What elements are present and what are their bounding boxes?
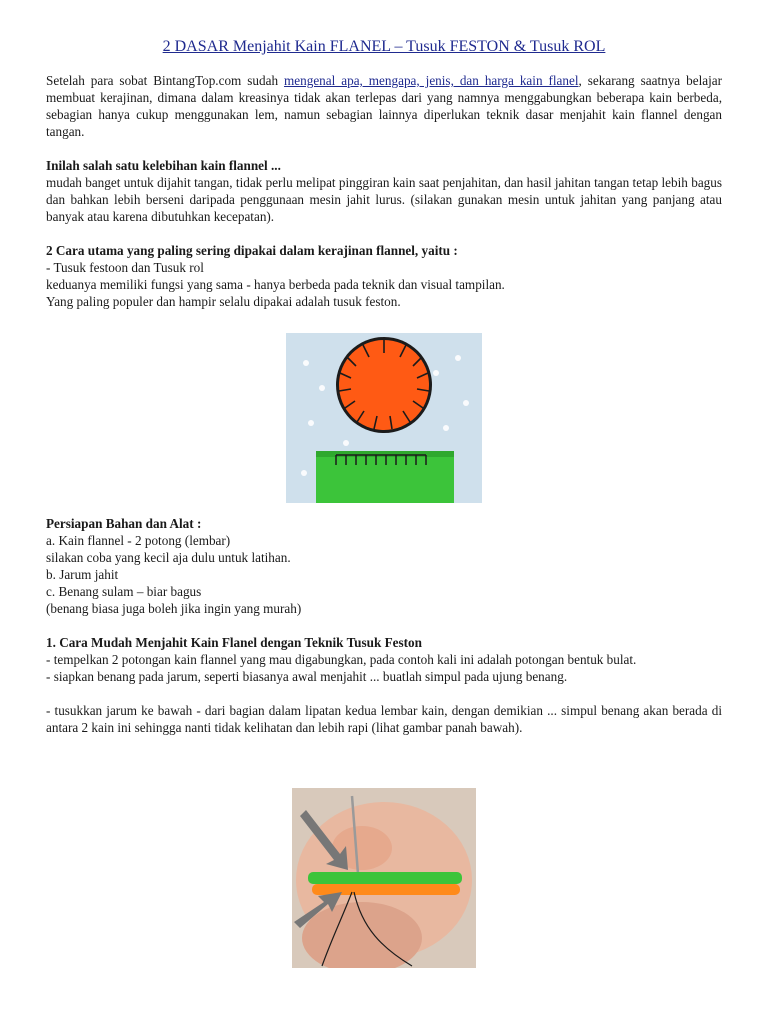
document-title: 2 DASAR Menjahit Kain FLANEL – Tusuk FESTON & Tusuk ROL (162, 38, 606, 55)
cara-line-2: keduanya memiliki fungsi yang sama - hanya berbeda pada teknik dan visual tampilan. (46, 277, 505, 292)
cara-line-1: - Tusuk festoon dan Tusuk rol (46, 260, 204, 275)
persiapan-line-4: c. Benang sulam – biar bagus (46, 584, 202, 599)
feston-step-1: - tempelkan 2 potongan kain flannel yang mau digabungkan, pada contoh kali ini adalah potongan bentuk bulat. (46, 652, 637, 667)
persiapan-heading: Persiapan Bahan dan Alat : (46, 516, 202, 531)
intro-paragraph (46, 72, 722, 140)
persiapan-line-5: (benang biasa juga boleh jika ingin yang murah) (46, 601, 302, 616)
kelebihan-text: mudah banget untuk dijahit tangan, tidak perlu melipat pinggiran kain saat penjahitan, dan hasil jahitan tangan tetap lebih bagus dan bahkan lebih berseni daripada penggunaan mesin jahit lurus. (silakan gunakan mesin untuk jahitan yang panjang atau banyak atau karena dibutuhkan kecepatan). (46, 175, 722, 224)
persiapan-line-3: b. Jarum jahit (46, 567, 119, 582)
intro-text-start: Setelah para sobat BintangTop.com sudah (46, 73, 285, 88)
feston-step-3: - tusukkan jarum ke bawah - dari bagian dalam lipatan kedua lembar kain, dengan demikian ... simpul benang akan berada di antara 2 kain ini sehingga nanti tidak kelihatan dan lebih rapi (lihat gambar panah bawah). (46, 703, 722, 735)
feston-heading: 1. Cara Mudah Menjahit Kain Flanel dengan Teknik Tusuk Feston (46, 635, 422, 650)
kelebihan-heading: Inilah salah satu kelebihan kain flannel ... (46, 158, 281, 173)
intro-text-end: , sekarang saatnya belajar membuat kerajinan, dimana dalam kreasinya tidak akan terlepas dari yang namnya menggabungkan beberapa kain berbeda, sebagian hanya cukup menggunakan lem, namun sebagian lainnya diperlukan teknik dasar menjahit kain flannel dengan tangan. (46, 73, 722, 139)
cara-line-3: Yang paling populer dan hampir selalu dipakai adalah tusuk feston. (46, 294, 401, 309)
feston-step-2: - siapkan benang pada jarum, seperti biasanya awal menjahit ... buatlah simpul pada ujung benang. (46, 669, 568, 684)
persiapan-line-2: silakan coba yang kecil aja dulu untuk latihan. (46, 550, 291, 565)
intro-link[interactable]: mengenal apa, mengapa, jenis, dan harga kain flanel (284, 73, 579, 88)
felt-stitch-example-image (286, 333, 482, 503)
cara-heading: 2 Cara utama yang paling sering dipakai dalam kerajinan flannel, yaitu : (46, 243, 458, 258)
needle-insertion-photo (292, 788, 476, 968)
persiapan-line-1: a. Kain flannel - 2 potong (lembar) (46, 533, 231, 548)
